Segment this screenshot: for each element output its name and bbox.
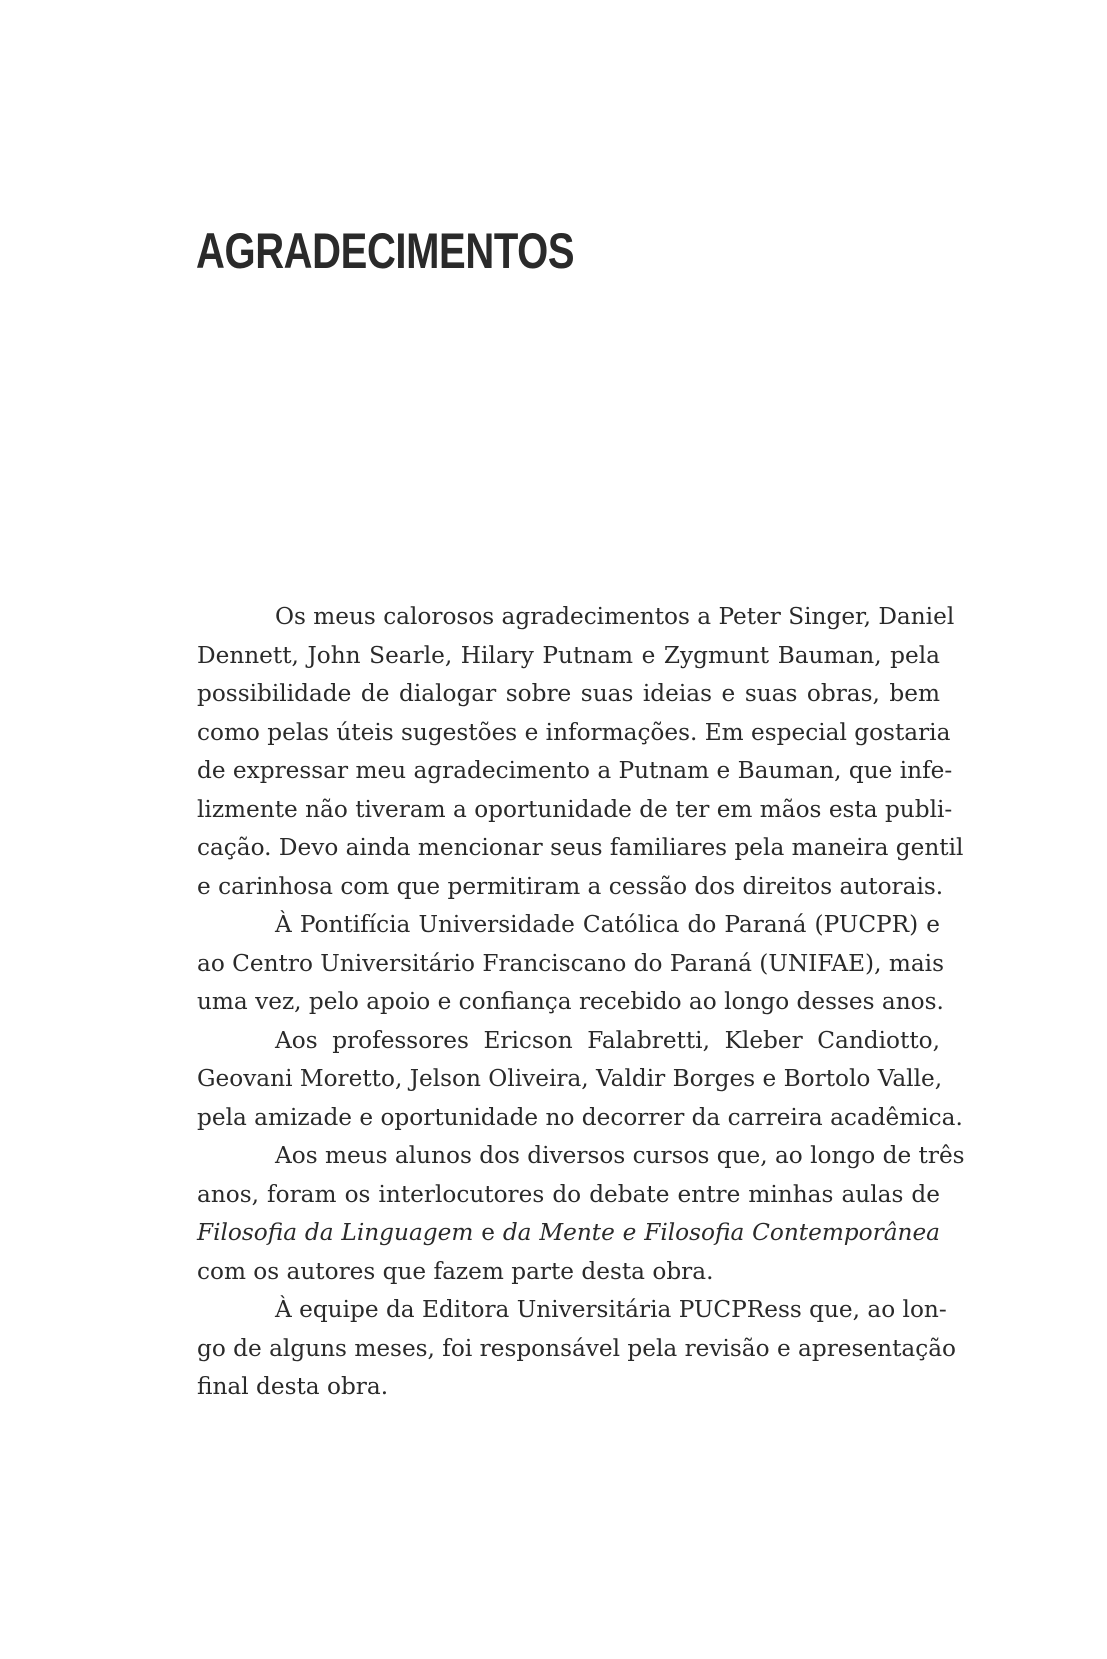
text-line bbox=[197, 791, 953, 830]
page-title: AGRADECIMENTOS bbox=[196, 223, 575, 279]
text-line bbox=[197, 1214, 940, 1253]
paragraph bbox=[197, 598, 964, 906]
text-segment: com os autores que fazem parte desta obra. bbox=[197, 1257, 714, 1285]
text-segment: Geovani Moretto, Jelson Oliveira, Valdir Borges e Bortolo Valle, bbox=[197, 1065, 943, 1092]
text-line bbox=[197, 906, 940, 945]
text-line bbox=[197, 983, 944, 1022]
text-line bbox=[197, 1291, 947, 1330]
text-segment: uma vez, pelo apoio e confiança recebido ao longo desses anos. bbox=[197, 988, 944, 1015]
text-segment: como pelas úteis sugestões e informações. Em especial gostaria bbox=[197, 718, 951, 746]
text-segment: Dennett, John Searle, Hilary Putnam e Zygmunt Bauman, pela bbox=[197, 641, 940, 669]
text-line bbox=[197, 714, 951, 753]
text-segment: final desta obra. bbox=[197, 1373, 389, 1400]
text-segment: de expressar meu agradecimento a Putnam e Bauman, que infe- bbox=[197, 757, 953, 784]
text-segment: go de alguns meses, foi responsável pela revisão e apresentação bbox=[197, 1334, 956, 1362]
text-segment: anos, foram os interlocutores do debate entre minhas aulas de bbox=[197, 1180, 940, 1208]
text-segment: À Pontifícia Universidade Católica do Paraná (PUCPR) e bbox=[275, 911, 940, 938]
text-segment: Aos professores Ericson Falabretti, Kleber Candiotto, bbox=[275, 1026, 940, 1054]
text-segment: ao Centro Universitário Franciscano do Paraná (UNIFAE), mais bbox=[197, 949, 944, 977]
text-line bbox=[197, 829, 964, 868]
text-segment: Os meus calorosos agradecimentos a Peter Singer, Daniel bbox=[275, 603, 955, 630]
paragraph bbox=[197, 906, 944, 1022]
text-line bbox=[197, 1137, 965, 1176]
text-line bbox=[197, 675, 940, 714]
text-line bbox=[197, 868, 944, 907]
italic-text: da Mente e Filosofia Contemporânea bbox=[502, 1219, 941, 1246]
text-line bbox=[197, 752, 953, 791]
text-line bbox=[197, 1022, 940, 1061]
text-line bbox=[197, 945, 944, 984]
text-segment: Aos meus alunos dos diversos cursos que, ao longo de três bbox=[275, 1142, 965, 1169]
text-line bbox=[197, 1330, 956, 1369]
text-line bbox=[197, 1253, 940, 1292]
text-line bbox=[197, 637, 940, 676]
text-line bbox=[197, 1368, 940, 1407]
paragraph bbox=[197, 1022, 963, 1138]
text-segment: lizmente não tiveram a oportunidade de ter em mãos esta publi- bbox=[197, 795, 953, 823]
acknowledgements-body bbox=[197, 598, 965, 1407]
text-segment: e bbox=[473, 1219, 503, 1246]
text-line bbox=[197, 1176, 940, 1215]
text-segment: cação. Devo ainda mencionar seus familiares pela maneira gentil bbox=[197, 834, 964, 861]
text-segment: À equipe da Editora Universitária PUCPRess que, ao lon- bbox=[275, 1296, 947, 1323]
paragraph bbox=[197, 1291, 956, 1407]
text-line bbox=[197, 1099, 963, 1138]
text-segment: pela amizade e oportunidade no decorrer da carreira acadêmica. bbox=[197, 1103, 963, 1131]
text-line bbox=[197, 598, 955, 637]
text-line bbox=[197, 1060, 943, 1099]
paragraph bbox=[197, 1137, 965, 1291]
text-segment: e carinhosa com que permitiram a cessão dos direitos autorais. bbox=[197, 872, 944, 900]
italic-text: Filosofia da Linguagem bbox=[197, 1219, 474, 1246]
text-segment: possibilidade de dialogar sobre suas ideias e suas obras, bem bbox=[197, 680, 940, 707]
